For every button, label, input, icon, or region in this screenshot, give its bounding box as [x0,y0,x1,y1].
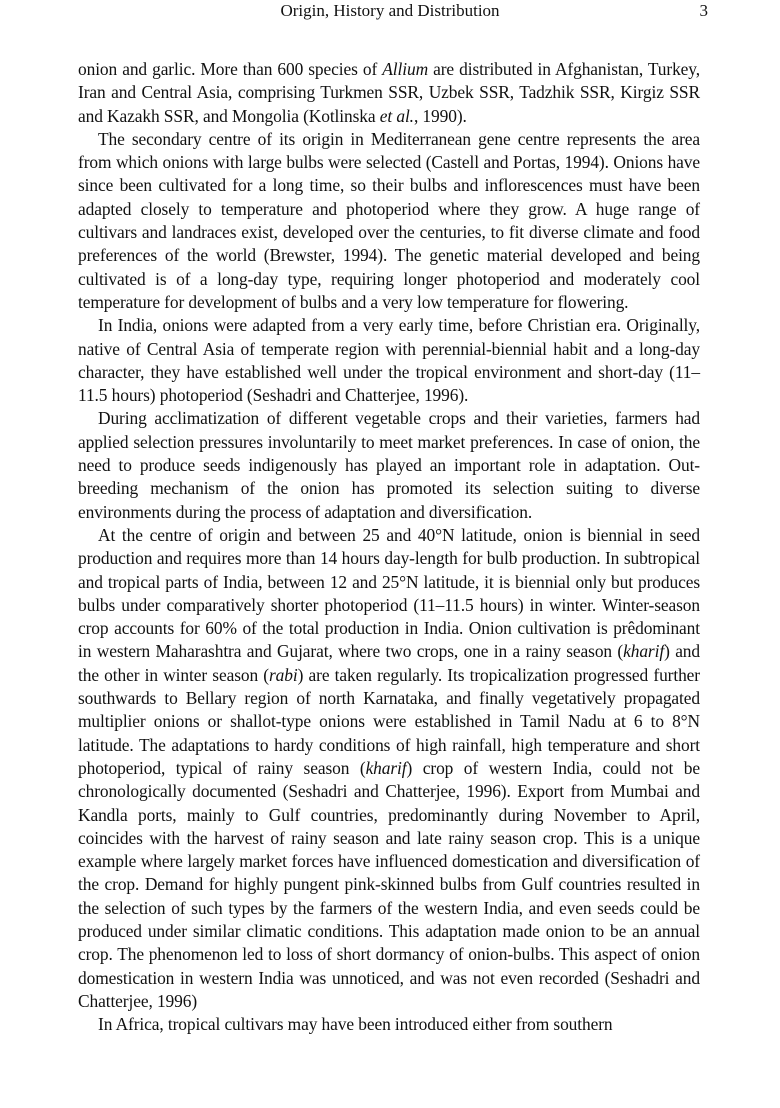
text-segment: In Africa, tropical cultivars may have been introduced either from southern [98,1014,613,1035]
paragraph-secondary-centre [78,128,700,314]
running-header [0,0,780,24]
running-header-title: Origin, History and Distribution [280,1,500,20]
text-segment: are distributed in Afghanistan, Turkey, Iran and Central Asia, comprising Turkmen SSR, Uzbek SSR, Tadzhik SSR, Kirgiz SSR and Kazakh SSR, and Mongolia (Kotlinska [78,59,700,126]
text-segment: At the centre of origin and between 25 and 40°N latitude, onion is biennial in seed production and requires more than 14 hours day-length for bulb production. In subtropical and tropical parts of India, between 12 and 25°N latitude, it is biennial only but produces bulbs under comparatively shorter photoperiod (11–11.5 hours) in winter. Winter-season crop accounts for 60% of the total production in India. Onion cultivation is prêdominant in western Maharashtra and Gujarat, where two crops, one in a rainy season ( [78,524,700,662]
text-segment: In India, onions were adapted from a very early time, before Christian era. Originally, native of Central Asia of temperate region with perennial-biennial habit and a long-day character, they have established well under the tropical environment and short-day (11–11.5 hours) photoperiod (Seshadri and Chatterjee, 1996). [78,315,700,406]
body-text [78,58,700,1036]
paragraph-centre-of-origin [78,524,700,1013]
text-segment: ) crop of western India, could not be chronologically documented (Seshadri and Chatterjee, 1996). Export from Mumbai and Kandla ports, mainly to Gulf countries, predominantly during November to April, coincides with the harvest of rainy season and late rainy season crop. This is a unique example where largely market forces have influenced domestication and diversification of the crop. Demand for highly pungent pink-skinned bulbs from Gulf countries resulted in the selection of such types by the farmers of the western India, and even seeds could be produced under similar climatic conditions. This adaptation made onion to be an annual crop. The phenomenon led to loss of short dormancy of onion-bulbs. This aspect of onion domestication in western India was unnoticed, and was not even recorded (Seshadri and Chatterjee, 1996) [78,757,700,1011]
text-segment: , 1990). [413,105,467,126]
page-number: 3 [699,1,708,20]
text-segment: onion and garlic. More than 600 species of [78,59,383,79]
text-segment-italic: kharif [623,641,665,662]
text-segment: During acclimatization of different vegetable crops and their varieties, farmers had applied selection pressures involuntarily to meet market preferences. In case of onion, the need to produce seeds indigenously has played an important role in adaptation. Out-breeding mechanism of the onion has promoted its selection suiting to diverse environments during the process of adaptation and diversification. [78,408,700,522]
text-segment-italic: Allium [382,59,429,79]
text-segment: ) and the other in winter season ( [78,641,700,685]
paragraph-india [78,314,700,407]
text-segment: ) are taken regularly. Its tropicalization progressed further southwards to Bellary region of north Karnataka, and finally vegetatively propagated multiplier onions or shallot-type onions were established in Tamil Nadu at 6 to 8°N latitude. The adaptations to hardy conditions of high rainfall, high temperature and short photoperiod, typical of rainy season ( [78,664,700,778]
text-segment-italic: kharif [365,757,407,778]
paragraph-continuation [78,58,700,128]
paragraph-africa [78,1013,700,1036]
text-segment: The secondary centre of its origin in Mediterranean gene centre represents the area from which onions with large bulbs were selected (Castell and Portas, 1994). Onions have since been cultivated for a long time, so their bulbs and inflorescences must have been adapted closely to temperature and photoperiod where they grow. A huge range of cultivars and landraces exist, developed over the centuries, to fit diverse climate and food preferences of the world (Brewster, 1994). The genetic material developed and being cultivated is of a long-day type, requiring longer photoperiod and moderately cool temperature for development of bulbs and a very low temperature for flowering. [78,128,700,312]
paragraph-acclimatization [78,407,700,523]
text-segment-italic: et al. [379,105,414,126]
text-segment-italic: rabi [268,664,298,685]
